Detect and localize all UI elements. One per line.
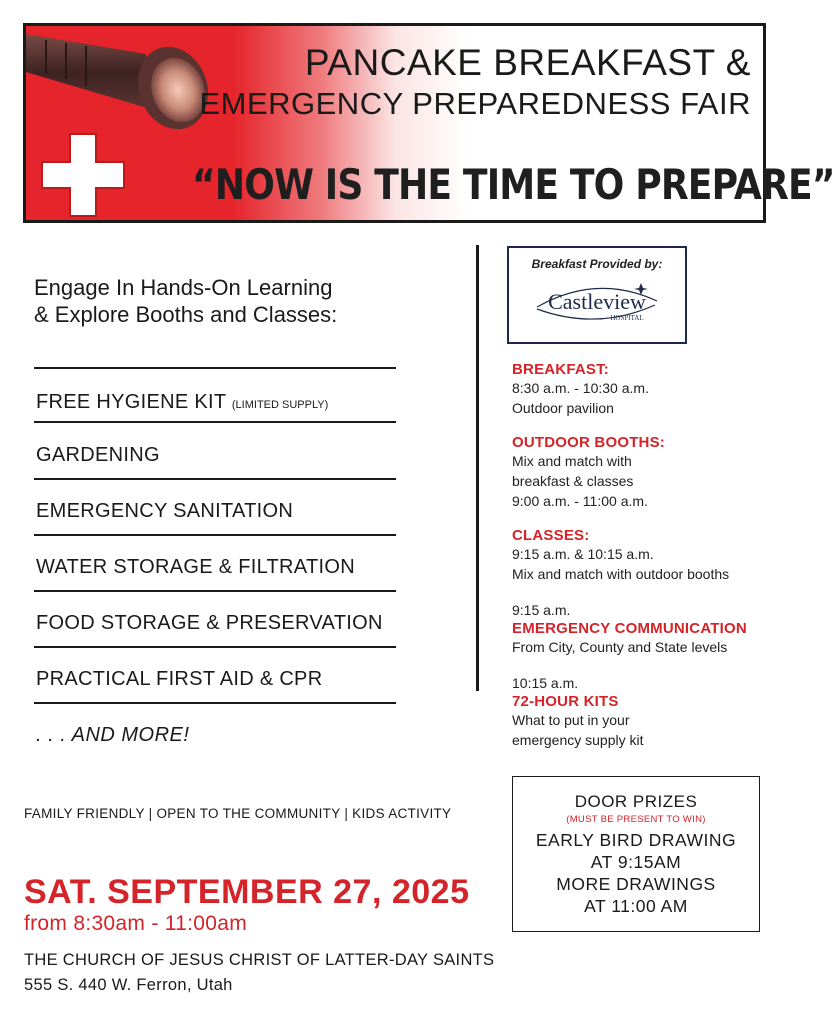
offering-label: FREE HYGIENE KIT xyxy=(36,391,227,413)
schedule-time: 9:15 a.m. xyxy=(512,602,571,618)
prizes-line: AT 9:15AM xyxy=(590,852,682,872)
divider xyxy=(34,702,396,704)
event-date: SAT. SEPTEMBER 27, 2025 xyxy=(24,873,470,911)
prizes-note: (MUST BE PRESENT TO WIN) xyxy=(566,814,706,825)
schedule-line: Outdoor pavilion xyxy=(512,400,614,416)
sponsor-label: Breakfast Provided by: xyxy=(531,257,663,271)
schedule-line: What to put in your xyxy=(512,712,630,728)
logo-sub: HOSPITAL xyxy=(610,314,644,322)
event-time: from 8:30am - 11:00am xyxy=(24,912,248,935)
schedule-line: Mix and match with outdoor booths xyxy=(512,566,730,582)
divider xyxy=(34,646,396,648)
schedule-booths xyxy=(512,434,782,511)
event-title-line1: PANCAKE BREAKFAST & xyxy=(304,42,751,83)
offering-label: FOOD STORAGE & PRESERVATION xyxy=(36,612,383,634)
and-more-text: . . . AND MORE! xyxy=(36,724,190,746)
event-title-line2: EMERGENCY PREPAREDNESS FAIR xyxy=(199,86,751,121)
offering-item xyxy=(36,391,398,414)
event-address: 555 S. 440 W. Ferron, Utah xyxy=(24,976,233,994)
intro-line2: & Explore Booths and Classes: xyxy=(34,302,338,327)
schedule-line: 9:15 a.m. & 10:15 a.m. xyxy=(512,546,654,562)
offering-item xyxy=(36,556,398,579)
offering-label: GARDENING xyxy=(36,444,160,466)
offering-item xyxy=(36,500,398,523)
logo-name: Castleview xyxy=(548,289,646,314)
tagline: FAMILY FRIENDLY | OPEN TO THE COMMUNITY | KIDS ACTIVITY xyxy=(24,806,452,821)
first-aid-cross-icon xyxy=(40,132,126,218)
offering-label: WATER STORAGE & FILTRATION xyxy=(36,556,355,578)
intro-line1: Engage In Hands-On Learning xyxy=(34,275,333,300)
schedule-line: 9:00 a.m. - 11:00 a.m. xyxy=(512,493,648,509)
schedule-heading: OUTDOOR BOOTHS: xyxy=(512,434,665,451)
prizes-line: EARLY BIRD DRAWING xyxy=(535,830,737,850)
schedule-heading: BREAKFAST: xyxy=(512,361,610,378)
schedule-heading: CLASSES: xyxy=(512,527,590,544)
castleview-hospital-logo xyxy=(527,279,667,327)
schedule-kits xyxy=(512,673,782,750)
offering-item xyxy=(36,612,398,635)
offering-note: (LIMITED SUPPLY) xyxy=(231,399,329,411)
schedule-heading: 72-HOUR KITS xyxy=(512,693,619,710)
offering-label: PRACTICAL FIRST AID & CPR xyxy=(36,668,323,690)
schedule-line: From City, County and State levels xyxy=(512,639,728,655)
offering-item xyxy=(36,668,398,691)
divider xyxy=(34,421,396,423)
slogan: “NOW IS THE TIME TO PREPARE” xyxy=(192,160,835,209)
schedule-classes xyxy=(512,527,782,584)
prizes-line: MORE DRAWINGS xyxy=(556,874,716,894)
divider xyxy=(34,478,396,480)
prizes-title: DOOR PRIZES xyxy=(574,792,698,811)
divider xyxy=(34,367,396,369)
schedule-line: Mix and match with xyxy=(512,453,632,469)
schedule-breakfast xyxy=(512,361,782,418)
event-venue: THE CHURCH OF JESUS CHRIST OF LATTER-DAY SAINTS xyxy=(24,951,495,969)
schedule-line: breakfast & classes xyxy=(512,473,634,489)
header-banner xyxy=(23,23,835,223)
schedule-heading: EMERGENCY COMMUNICATION xyxy=(512,620,747,637)
schedule-line: emergency supply kit xyxy=(512,732,644,748)
schedule-line: 8:30 a.m. - 10:30 a.m. xyxy=(512,380,649,396)
door-prizes-box xyxy=(512,776,760,932)
schedule-communication xyxy=(512,600,782,657)
column-divider xyxy=(476,245,479,691)
sponsor-box xyxy=(507,246,687,344)
divider xyxy=(34,590,396,592)
schedule-time: 10:15 a.m. xyxy=(512,675,579,691)
offering-item xyxy=(36,444,398,467)
offering-label: EMERGENCY SANITATION xyxy=(36,500,294,522)
prizes-line: AT 11:00 AM xyxy=(584,896,688,916)
divider xyxy=(34,534,396,536)
intro-text xyxy=(34,274,414,328)
flashlight-icon xyxy=(26,26,226,136)
